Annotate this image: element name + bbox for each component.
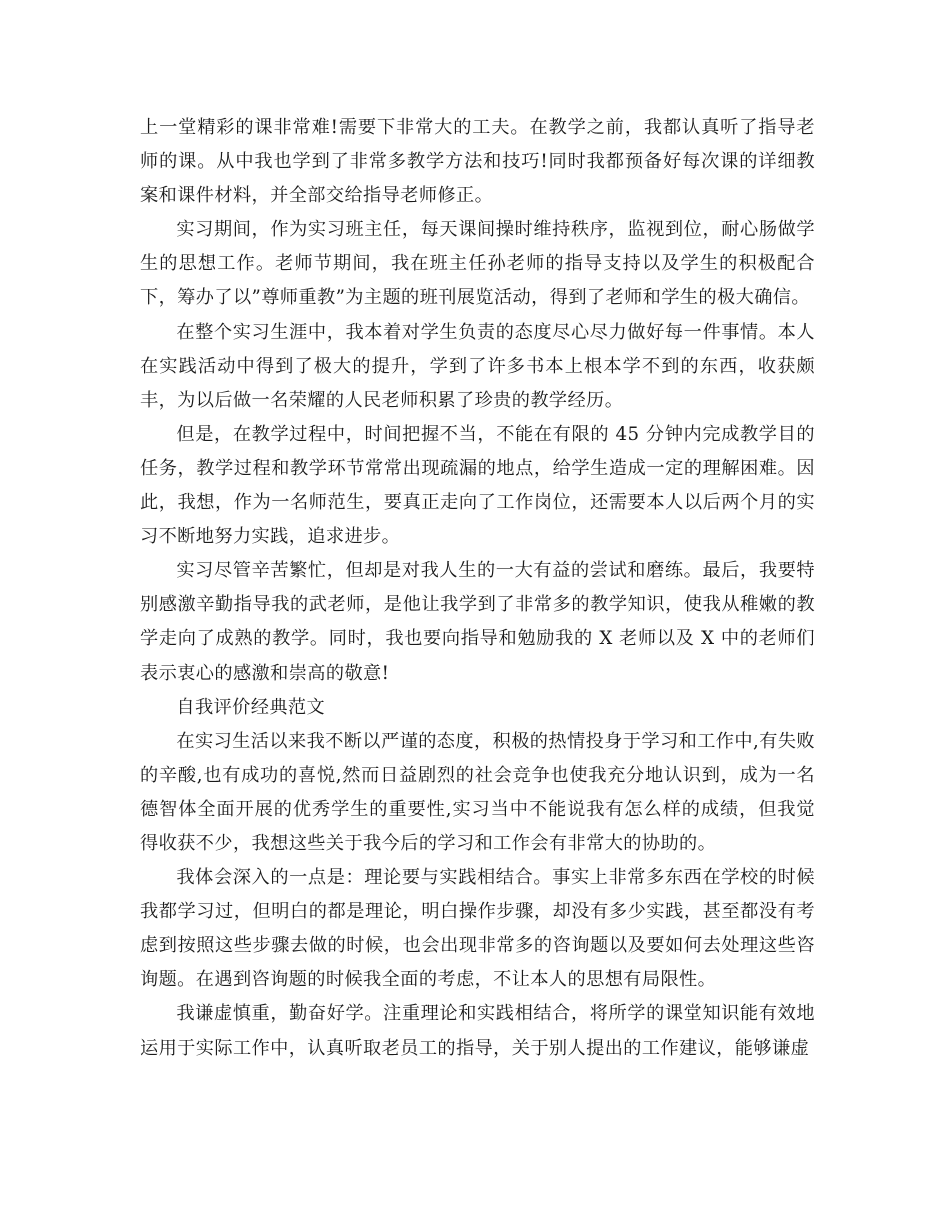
paragraph-3: 在整个实习生涯中，我本着对学生负责的态度尽心尽力做好每一件事情。本人在实践活动中得到了极大的提升，学到了许多书本上根本学不到的东西，收获颇丰，为以后做一名荣耀的人民老师积累了珍贵的教学经历。 (140, 321, 815, 411)
paragraph-2: 实习期间，作为实习班主任，每天课间操时维持秩序，监视到位，耐心肠做学生的思想工作。老师节期间，我在班主任孙老师的指导支持以及学生的积极配合下，筹办了以”尊师重教”为主题的班刊展览活动，得到了老师和学生的极大确信。 (140, 219, 815, 309)
section-paragraph-1: 在实习生活以来我不断以严谨的态度，积极的热情投身于学习和工作中,有失败的辛酸,也有成功的喜悦,然而日益剧烈的社会竞争也使我充分地认识到，成为一名德智体全面开展的优秀学生的重要性,实习当中不能说我有怎么样的成绩，但我觉得收获不少，我想这些关于我今后的学习和工作会有非常大的协助的。 (140, 730, 815, 854)
document-body (140, 111, 815, 1066)
paragraph-4: 但是，在教学过程中，时间把握不当，不能在有限的 45 分钟内完成教学目的任务，教学过程和教学环节常常出现疏漏的地点，给学生造成一定的理解困难。因此，我想，作为一名师范生，要真正走向了工作岗位，还需要本人以后两个月的实习不断地努力实践，追求进步。 (140, 423, 815, 548)
paragraph-5: 实习尽管辛苦繁忙，但却是对我人生的一大有益的尝试和磨练。最后，我要特别感激辛勤指导我的武老师，是他让我学到了非常多的教学知识，使我从稚嫩的教学走向了成熟的教学。同时，我也要向指导和勉励我的 X 老师以及 X 中的老师们表示衷心的感激和崇高的敬意! (140, 560, 815, 684)
section-paragraph-3: 我谦虚慎重，勤奋好学。注重理论和实践相结合，将所学的课堂知识能有效地运用于实际工作中，认真听取老员工的指导，关于别人提出的工作建议，能够谦虚 (140, 1003, 815, 1059)
section-paragraph-2: 我体会深入的一点是：理论要与实践相结合。事实上非常多东西在学校的时候我都学习过，但明白的都是理论，明白操作步骤，却没有多少实践，甚至都没有考虑到按照这些步骤去做的时候，也会出现非常多的咨询题以及要如何去处理这些咨询题。在遇到咨询题的时候我全面的考虑，不让本人的思想有局限性。 (140, 867, 815, 991)
section-title: 自我评价经典范文 (176, 696, 326, 718)
paragraph-1: 上一堂精彩的课非常难!需要下非常大的工夫。在教学之前，我都认真听了指导老师的课。从中我也学到了非常多教学方法和技巧!同时我都预备好每次课的详细教案和课件材料，并全部交给指导老师修正。 (140, 117, 815, 207)
